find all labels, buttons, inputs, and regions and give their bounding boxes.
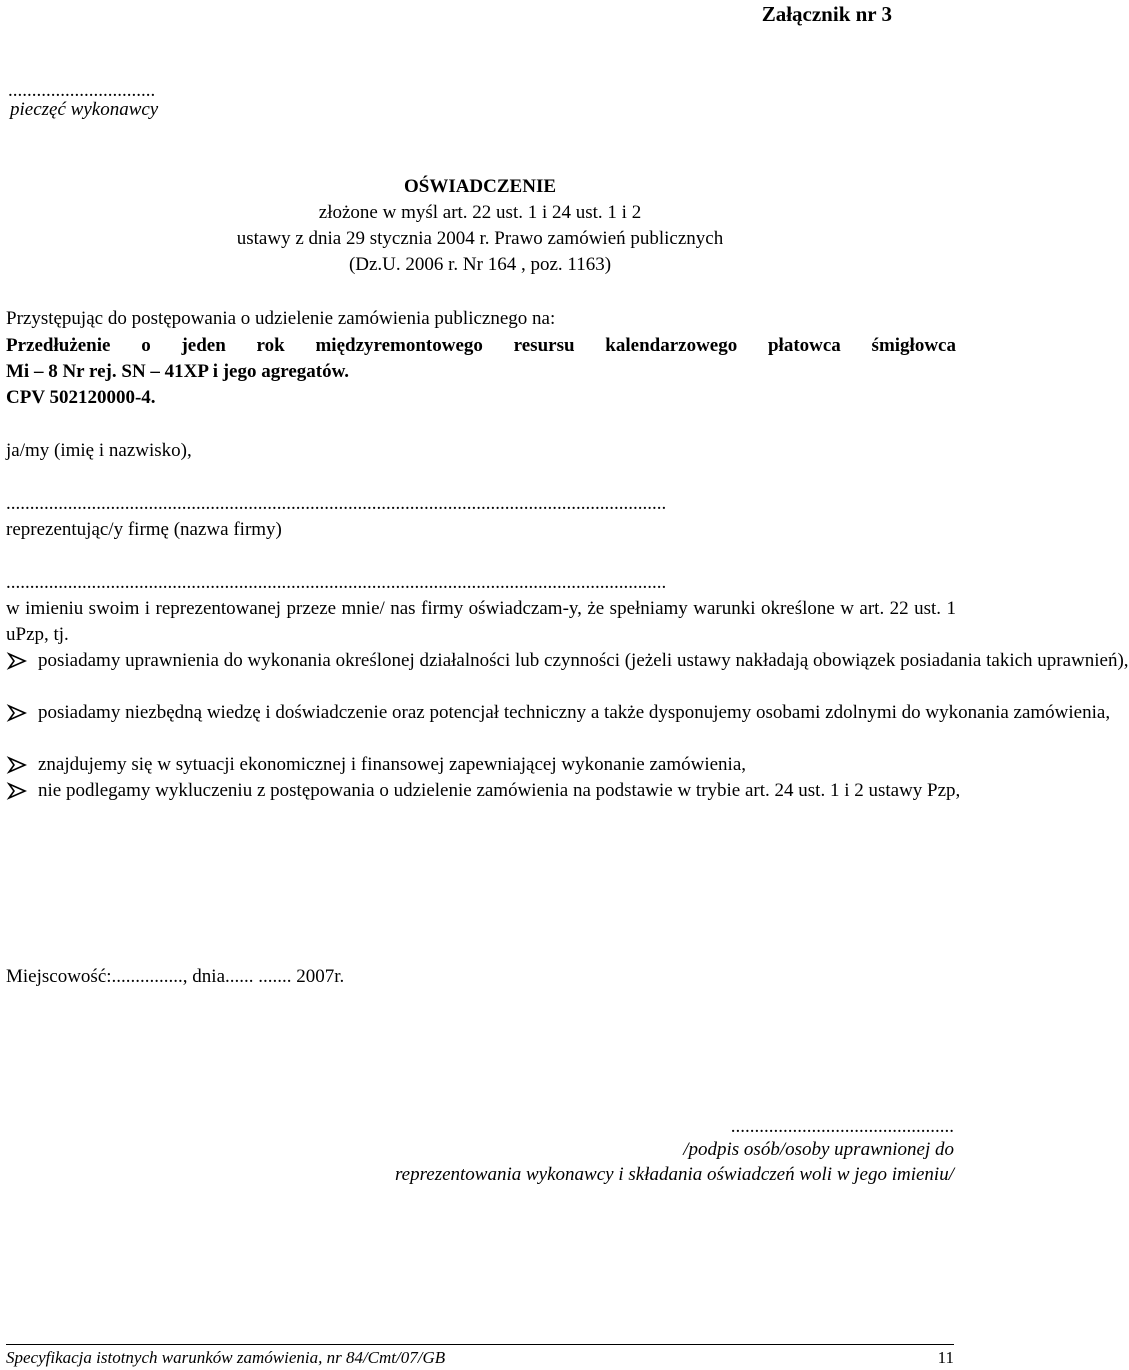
- title-block: [0, 174, 960, 278]
- title-line-1: złożone w myśl art. 22 ust. 1 i 24 ust. 1 i 2: [318, 202, 642, 223]
- company-label: reprezentując/y firmę (nazwa firmy): [6, 519, 282, 540]
- declaration-text: w imieniu swoim i reprezentowanej przeze mnie/ nas firmy oświadczam-y, że spełniamy warunki określone w art. 22 ust. 1 uPzp, tj.: [6, 598, 956, 645]
- stamp-dots: ...............................: [8, 80, 156, 101]
- footer-spec: Specyfikacja istotnych warunków zamówienia, nr 84/Cmt/07/GB: [6, 1348, 446, 1367]
- arrowhead-bullet-icon: [6, 778, 30, 804]
- signature-line-1: /podpis osób/osoby uprawnionej do: [683, 1139, 954, 1160]
- document-heading: OŚWIADCZENIE: [403, 176, 557, 197]
- name-label: ja/my (imię i nazwisko),: [6, 440, 192, 461]
- stamp-label: pieczęć wykonawcy: [10, 99, 159, 120]
- list-item: [6, 648, 1129, 674]
- signature-line-2: reprezentowania wykonawcy i składania oświadczeń woli w jego imieniu/: [394, 1164, 954, 1185]
- title-line-2: ustawy z dnia 29 stycznia 2004 r. Prawo zamówień publicznych: [236, 228, 724, 249]
- arrowhead-bullet-icon: [6, 648, 30, 674]
- arrowhead-bullet-icon: [6, 752, 30, 778]
- name-dots: ...........................................................................................................................................: [6, 493, 667, 514]
- cpv-code: CPV 502120000-4.: [6, 387, 156, 408]
- intro-text: Przystępując do postępowania o udzielenie zamówienia publicznego na:: [6, 308, 556, 329]
- list-item-text: znajdujemy się w sytuacji ekonomicznej i finansowej zapewniającej wykonanie zamówienia,: [38, 754, 747, 775]
- list-item-text: nie podlegamy wykluczeniu z postępowania o udzielenie zamówienia na podstawie w trybie art. 24 ust. 1 i 2 ustawy Pzp,: [38, 780, 961, 801]
- subject-line-1: Przedłużenie o jeden rok międzyremontowego resursu kalendarzowego płatowca śmigłowca: [6, 335, 956, 356]
- title-line-3: (Dz.U. 2006 r. Nr 164 , poz. 1163): [348, 254, 612, 275]
- list-item: [6, 752, 956, 778]
- list-item-text: posiadamy uprawnienia do wykonania określonej działalności lub czynności (jeżeli ustawy nakładają obowiązek posiadania takich uprawnień),: [38, 650, 1129, 671]
- subject-line-2: Mi – 8 Nr rej. SN – 41XP i jego agregatów.: [6, 361, 350, 382]
- signature-dots: ...............................................: [730, 1116, 954, 1137]
- page-number: 11: [937, 1348, 954, 1367]
- list-item: [6, 700, 1111, 726]
- list-item-text: posiadamy niezbędną wiedzę i doświadczenie oraz potencjał techniczny a także dysponujemy osobami zdolnymi do wykonania zamówienia,: [38, 702, 1111, 723]
- attachment-label: Załącznik nr 3: [761, 2, 892, 26]
- arrowhead-bullet-icon: [6, 700, 30, 726]
- company-dots: ...........................................................................................................................................: [6, 572, 667, 593]
- place-date: Miejscowość:..............., dnia...... ....... 2007r.: [6, 966, 345, 987]
- footer-rule: [6, 1344, 954, 1345]
- list-item: [6, 778, 961, 804]
